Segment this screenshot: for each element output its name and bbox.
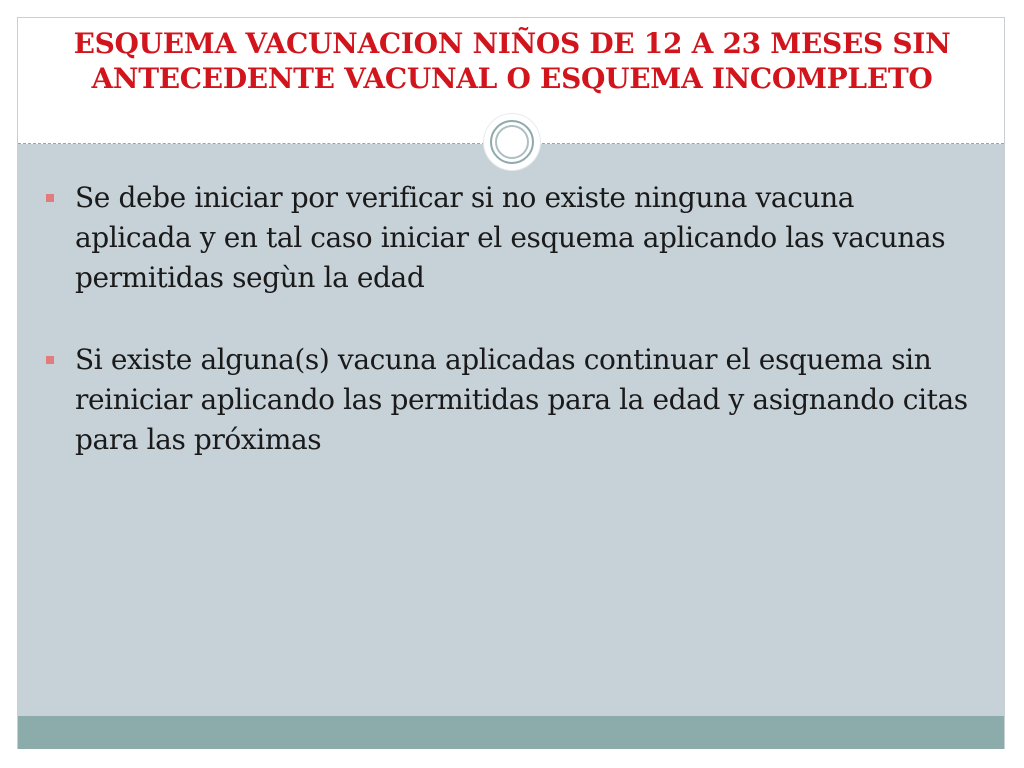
inner-ring bbox=[495, 125, 529, 159]
bullet-item bbox=[40, 340, 970, 460]
bullet-text: Si existe alguna(s) vacuna aplicadas continuar el esquema sin reiniciar aplicando las permitidas para la edad y asignando citas para las próximas bbox=[75, 343, 968, 456]
bullet-list bbox=[40, 178, 970, 502]
bullet-text: Se debe iniciar por verificar si no existe ninguna vacuna aplicada y en tal caso iniciar el esquema aplicando las vacunas permitidas segùn la edad bbox=[75, 181, 946, 294]
footer-bar bbox=[18, 716, 1004, 749]
slide-title: ESQUEMA VACUNACION NIÑOS DE 12 A 23 MESES SIN ANTECEDENTE VACUNAL O ESQUEMA INCOMPLETO bbox=[73, 27, 951, 95]
square-bullet-icon bbox=[46, 194, 54, 202]
bullet-item bbox=[40, 178, 970, 298]
square-bullet-icon bbox=[46, 356, 54, 364]
double-ring-icon bbox=[484, 114, 540, 170]
